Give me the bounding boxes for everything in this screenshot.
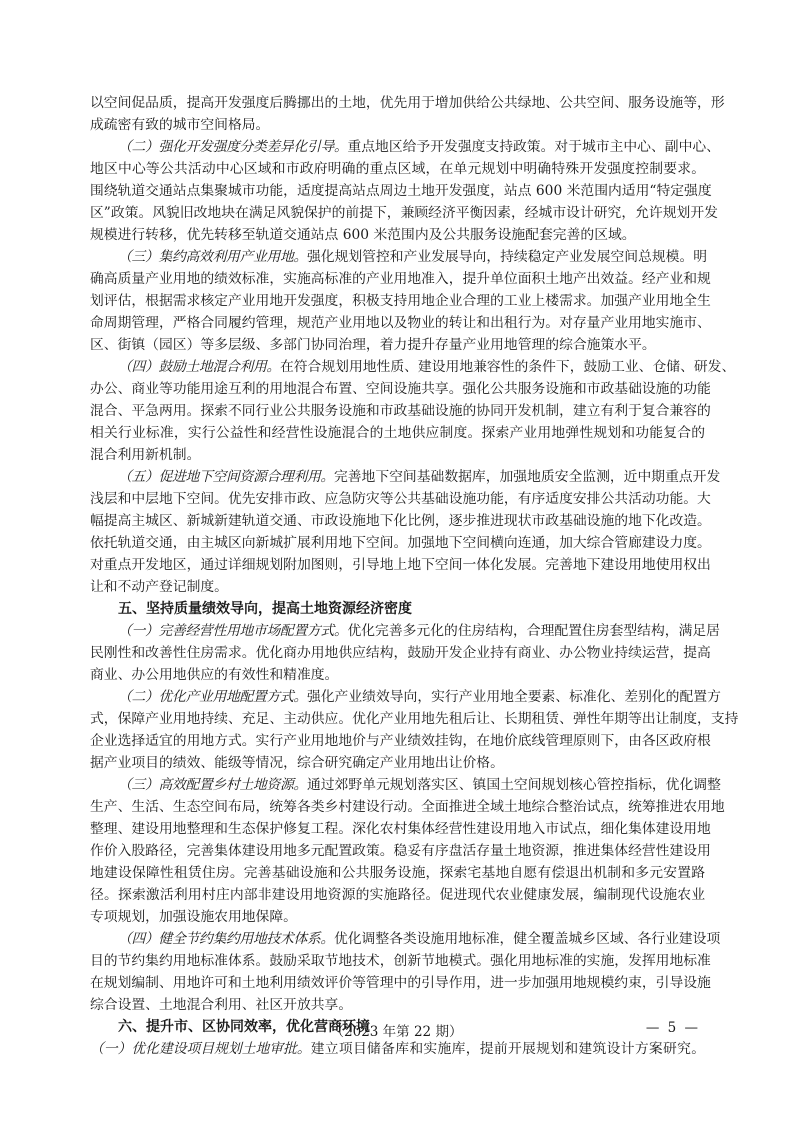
- line-text: 据产业项目的绩效、能级等情况，综合研究确定产业用地出让价格。: [90, 755, 504, 771]
- text-line: [90, 488, 711, 510]
- text-line: [90, 928, 721, 950]
- footer-issue: （2023 年第 22 期）: [330, 1024, 463, 1040]
- text-line: [90, 950, 711, 972]
- line-text: 依托轨道交通，由主城区向新城扩展利用地下空间。加强地下空间横向连通，加大综合管廊建设力度。: [90, 535, 711, 551]
- text-line: [90, 136, 720, 158]
- line-text: 以空间促品质，提高开发强度后腾挪出的土地，优先用于增加供给公共绿地、公共空间、服务设施等，形: [90, 95, 725, 111]
- line-text: 让和不动产登记制度。: [90, 579, 228, 595]
- page-number: — 5 —: [645, 1020, 700, 1036]
- line-text: 目的节约集约用地标准体系。鼓励采取节地技术，创新节地模式。强化用地标准的实施，发挥用地标准: [90, 953, 711, 969]
- text-line: [90, 290, 711, 312]
- line-text: 地建设保障性租赁住房。完善基础设施和公共服务设施，探索宅基地自愿有偿退出机制和多元安置路: [90, 865, 705, 881]
- text-line: [90, 576, 705, 598]
- line-text: 相关行业标准，实行公益性和经营性设施混合的土地供应制度。探索产业用地弹性规划和功能复合的: [90, 425, 705, 441]
- paragraph: [90, 136, 720, 246]
- line-text: 优化完善多元化的住房结构，合理配置住房套型结构，满足居: [347, 623, 720, 639]
- line-text: 在符合规划用地性质、建设用地兼容性的条件下，鼓励工业、仓储、研发、: [279, 359, 736, 375]
- text-line: [90, 1038, 705, 1060]
- paragraph-lead: （五）促进地下空间资源合理利用。: [118, 469, 334, 485]
- text-line: [90, 532, 711, 554]
- text-line: [90, 334, 705, 356]
- line-text: 生产、生活、生态空间布局，统筹各类乡村建设行动。全面推进全域土地综合整治试点，统筹推进农用地: [90, 799, 725, 815]
- line-text: 混合利用新机制。: [90, 447, 201, 463]
- line-text: 命周期管理，严格合同履约管理，规范产业用地以及物业的转让和出租行为。对存量产业用地实施市、: [90, 315, 711, 331]
- text-line: [90, 708, 739, 730]
- paragraph-lead: （二）强化开发强度分类差异化引导。: [118, 139, 348, 155]
- line-text: 民刚性和改善性住房需求。优化商办用地供应结构，鼓励开发企业持有商业、办公物业持续运营，提高: [90, 645, 711, 661]
- text-line: [90, 686, 721, 708]
- line-text: 地区中心等公共活动中心区域和市政府明确的重点区域，在单元规划中明确特殊开发强度控制要求。: [90, 161, 705, 177]
- section-heading: 六、提升市、区协同效率，优化营商环境: [118, 1019, 370, 1035]
- line-text: 式，保障产业用地持续、充足、主动供应。优化产业用地先租后让、长期租赁、弹性年期等出让制度，支持: [90, 711, 739, 727]
- text-line: [90, 510, 711, 532]
- paragraph-lead: （一）完善经营性用地市场配置方式。: [118, 623, 348, 639]
- text-line: [90, 906, 705, 928]
- text-line: [90, 994, 705, 1016]
- text-line: [90, 862, 705, 884]
- document-body: [90, 92, 739, 1060]
- line-text: 围绕轨道交通站点集聚城市功能，适度提高站点周边土地开发强度，站点 600 米范围内适用“特定强度: [90, 183, 712, 199]
- paragraph: [90, 356, 736, 466]
- text-line: [90, 642, 711, 664]
- text-line: [90, 202, 718, 224]
- paragraph-lead: （三）高效配置乡村土地资源。: [118, 777, 307, 793]
- line-text: 专项规划，加强设施农用地保障。: [90, 909, 297, 925]
- text-line: [90, 884, 705, 906]
- line-text: 整理、建设用地整理和生态保护修复工程。深化农村集体经营性建设用地入市试点，细化集体建设用地: [90, 821, 711, 837]
- section-heading: 五、坚持质量绩效导向，提高土地资源经济密度: [118, 601, 412, 617]
- text-line: [90, 378, 711, 400]
- line-text: 强化产业绩效导向，实行产业用地全要素、标准化、差别化的配置方: [306, 689, 721, 705]
- line-text: 浅层和中层地下空间。优先安排市政、应急防灾等公共基础设施功能，有序适度安排公共活动功能。大: [90, 491, 711, 507]
- text-line: [90, 730, 711, 752]
- line-text: 优化调整各类设施用地标准，健全覆盖城乡区域、各行业建设项: [333, 931, 721, 947]
- text-line: [90, 664, 705, 686]
- paragraph: [90, 686, 739, 774]
- line-text: 重点地区给予开发强度支持政策。对于城市主中心、副中心、: [347, 139, 720, 155]
- paragraph: [90, 246, 711, 356]
- text-line: [90, 752, 705, 774]
- line-text: 混合、平急两用。探索不同行业公共服务设施和市政基础设施的协同开发机制，建立有利于复合兼容的: [90, 403, 711, 419]
- line-text: 划评估，根据需求核定产业用地开发强度，积极支持用地企业合理的工业上楼需求。加强产业用地全生: [90, 293, 711, 309]
- line-text: 通过郊野单元规划落实区、镇国土空间规划核心管控指标，优化调整: [306, 777, 721, 793]
- text-line: [90, 818, 711, 840]
- text-line: [90, 422, 705, 444]
- line-text: 径。探索激活利用村庄内部非建设用地资源的实施路径。促进现代农业健康发展，编制现代设施农业: [90, 887, 705, 903]
- line-text: 幅提高主城区、新城新建轨道交通、市政设施地下化比例，逐步推进现状市政基础设施的地下化改造。: [90, 513, 711, 529]
- paragraph: [90, 92, 725, 136]
- text-line: [90, 620, 720, 642]
- text-line: [90, 356, 736, 378]
- text-line: [90, 444, 705, 466]
- text-line: [90, 268, 711, 290]
- text-line: [90, 114, 705, 136]
- text-line: [90, 400, 711, 422]
- line-text: 综合设置、土地混合利用、社区开放共享。: [90, 997, 353, 1013]
- text-line: [90, 796, 725, 818]
- text-line: [90, 466, 721, 488]
- paragraph: [90, 620, 720, 686]
- paragraph: [90, 466, 721, 598]
- text-line: [90, 312, 711, 334]
- text-line: [90, 554, 711, 576]
- paragraph-lead: （一）优化建设项目规划土地审批。: [90, 1041, 311, 1057]
- paragraph-lead: （三）集约高效利用产业用地。: [118, 249, 307, 265]
- paragraph: [90, 1038, 705, 1060]
- line-text: 办公、商业等功能用途互利的用地混合布置、空间设施共享。强化公共服务设施和市政基础设施的功能: [90, 381, 711, 397]
- paragraph: [90, 774, 725, 928]
- text-line: [90, 246, 708, 268]
- line-text: 在规划编制、用地许可和土地利用绩效评价等管理中的引导作用，进一步加强用地规模约束，引导设施: [90, 975, 711, 991]
- line-text: 作价入股路径，完善集体建设用地多元配置政策。稳妥有序盘活存量土地资源，推进集体经营性建设用: [90, 843, 711, 859]
- line-text: 成疏密有致的城市空间格局。: [90, 117, 270, 133]
- line-text: 强化规划管控和产业发展导向，持续稳定产业发展空间总规模。明: [306, 249, 708, 265]
- text-line: [90, 840, 711, 862]
- text-line: [90, 92, 725, 114]
- text-line: [90, 158, 705, 180]
- line-text: 规模进行转移，优先转移至轨道交通站点 600 米范围内及公共服务设施配套完善的区域。: [90, 227, 636, 243]
- line-text: 确高质量产业用地的绩效标准，实施高标准的产业用地准入，提升单位面积土地产出效益。经产业和规: [90, 271, 711, 287]
- paragraph-lead: （四）健全节约集约用地技术体系。: [118, 931, 334, 947]
- line-text: 区”政策。风貌旧改地块在满足风貌保护的前提下，兼顾经济平衡因素，经城市设计研究，允许规划开发: [90, 205, 718, 221]
- text-line: [90, 224, 705, 246]
- paragraph: [90, 928, 721, 1016]
- line-text: 商业、办公用地供应的有效性和精准度。: [90, 667, 339, 683]
- line-text: 区、街镇（园区）等多层级、多部门协同治理，着力提升存量产业用地管理的综合施策水平。: [90, 337, 656, 353]
- paragraph-lead: （四）鼓励土地混合利用。: [118, 359, 280, 375]
- paragraph-lead: （二）优化产业用地配置方式。: [118, 689, 307, 705]
- line-text: 建立项目储备库和实施库，提前开展规划和建筑设计方案研究。: [310, 1041, 705, 1057]
- text-line: [90, 972, 711, 994]
- line-text: 企业选择适宜的用地方式。实行产业用地地价与产业绩效挂钩，在地价底线管理原则下，由各区政府根: [90, 733, 711, 749]
- text-line: [90, 774, 721, 796]
- line-text: 对重点开发地区，通过详细规划附加图则，引导地上地下空间一体化发展。完善地下建设用地使用权出: [90, 557, 711, 573]
- line-text: 完善地下空间基础数据库，加强地质安全监测，近中期重点开发: [333, 469, 721, 485]
- text-line: [90, 180, 712, 202]
